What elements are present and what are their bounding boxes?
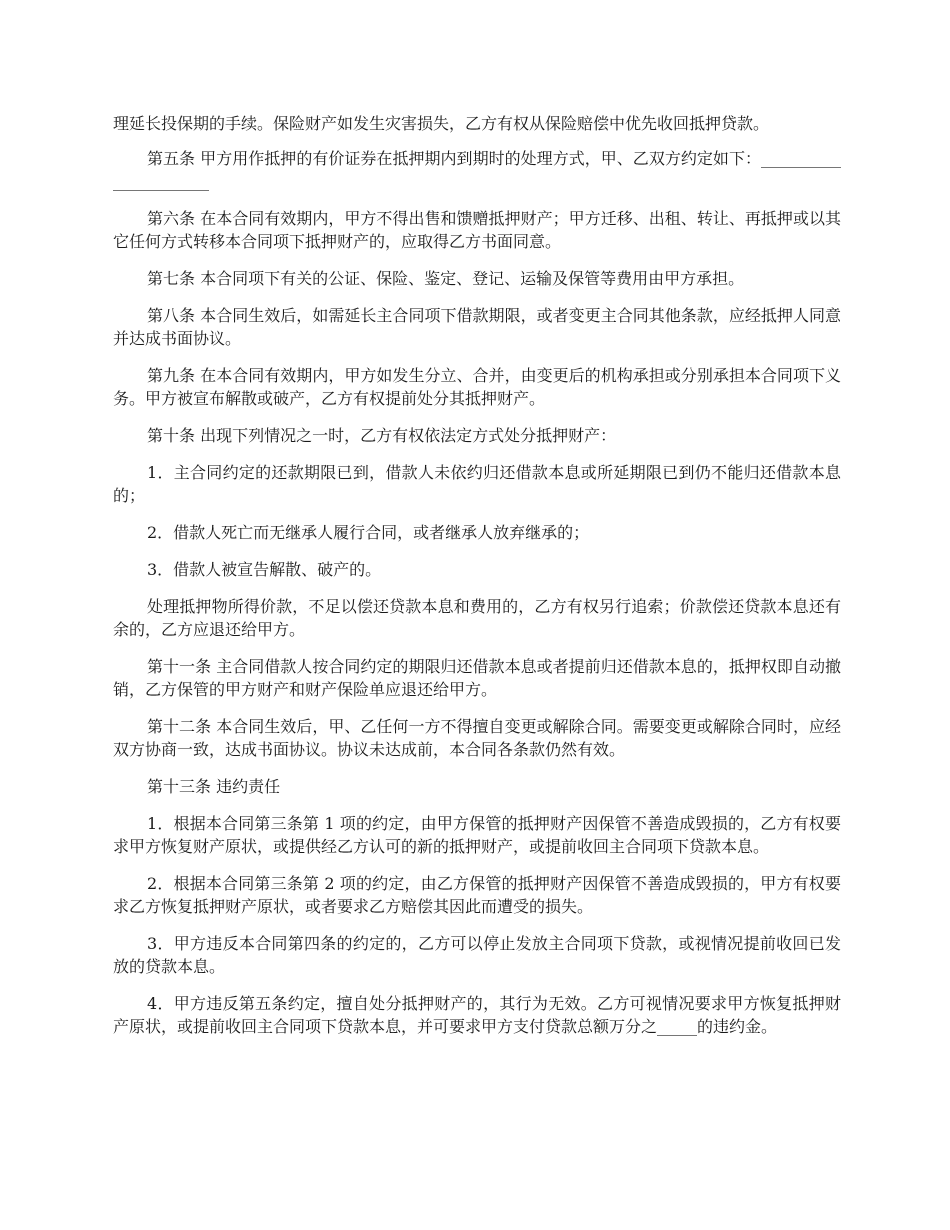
list-item-article-10-2: 2．借款人死亡而无继承人履行合同，或者继承人放弃继承的； <box>147 523 590 542</box>
paragraph-article-6: 第六条 在本合同有效期内，甲方不得出售和馈赠抵押财产；甲方迁移、出租、转让、再抵押或以其它任何方式转移本合同项下抵押财产的，应取得乙方书面同意。 <box>113 209 841 251</box>
document-page <box>113 112 841 1052</box>
paragraph-article-5: 第五条 甲方用作抵押的有价证券在抵押期内到期时的处理方式，甲、乙双方约定如下：______________________ <box>113 149 841 191</box>
paragraph-article-10: 第十条 出现下列情况之一时，乙方有权依法定方式处分抵押财产： <box>147 426 617 445</box>
heading-article-13: 第十三条 违约责任 <box>147 777 281 796</box>
paragraph-article-8: 第八条 本合同生效后，如需延长主合同项下借款期限，或者变更主合同其他条款，应经抵押人同意并达成书面协议。 <box>113 306 841 348</box>
paragraph-disposal-proceeds: 处理抵押物所得价款，不足以偿还贷款本息和费用的，乙方有权另行追索；价款偿还贷款本息还有余的，乙方应退还给甲方。 <box>113 597 841 639</box>
list-item-article-13-4: 4．甲方违反第五条约定，擅自处分抵押财产的，其行为无效。乙方可视情况要求甲方恢复抵押财产原状，或提前收回主合同项下贷款本息，并可要求甲方支付贷款总额万分之_____的违约金。 <box>113 994 841 1036</box>
paragraph-article-12: 第十二条 本合同生效后，甲、乙任何一方不得擅自变更或解除合同。需要变更或解除合同时，应经双方协商一致，达成书面协议。协议未达成前，本合同各条款仍然有效。 <box>113 717 841 759</box>
paragraph-article-11: 第十一条 主合同借款人按合同约定的期限归还借款本息或者提前归还借款本息的，抵押权即自动撤销，乙方保管的甲方财产和财产保险单应退还给甲方。 <box>113 657 841 699</box>
list-item-article-10-3: 3．借款人被宣告解散、破产的。 <box>147 560 382 579</box>
list-item-article-13-1: 1．根据本合同第三条第 1 项的约定，由甲方保管的抵押财产因保管不善造成毁损的，乙方有权要求甲方恢复财产原状，或提供经乙方认可的新的抵押财产，或提前收回主合同项下贷款本息。 <box>113 814 841 856</box>
paragraph-article-9: 第九条 在本合同有效期内，甲方如发生分立、合并，由变更后的机构承担或分别承担本合同项下义务。甲方被宣布解散或破产，乙方有权提前处分其抵押财产。 <box>113 366 841 408</box>
paragraph-insurance-continuation: 理延长投保期的手续。保险财产如发生灾害损失，乙方有权从保险赔偿中优先收回抵押贷款。 <box>113 114 770 133</box>
list-item-article-10-1: 1．主合同约定的还款期限已到，借款人未依约归还借款本息或所延期限已到仍不能归还借款本息的； <box>113 463 841 505</box>
list-item-article-13-2: 2．根据本合同第三条第 2 项的约定，由乙方保管的抵押财产因保管不善造成毁损的，甲方有权要求乙方恢复抵押财产原状，或者要求乙方赔偿其因此而遭受的损失。 <box>113 874 841 916</box>
list-item-article-13-3: 3．甲方违反本合同第四条的约定的，乙方可以停止发放主合同项下贷款，或视情况提前收回已发放的贷款本息。 <box>113 934 841 976</box>
paragraph-article-7: 第七条 本合同项下有关的公证、保险、鉴定、登记、运输及保管等费用由甲方承担。 <box>147 269 745 288</box>
